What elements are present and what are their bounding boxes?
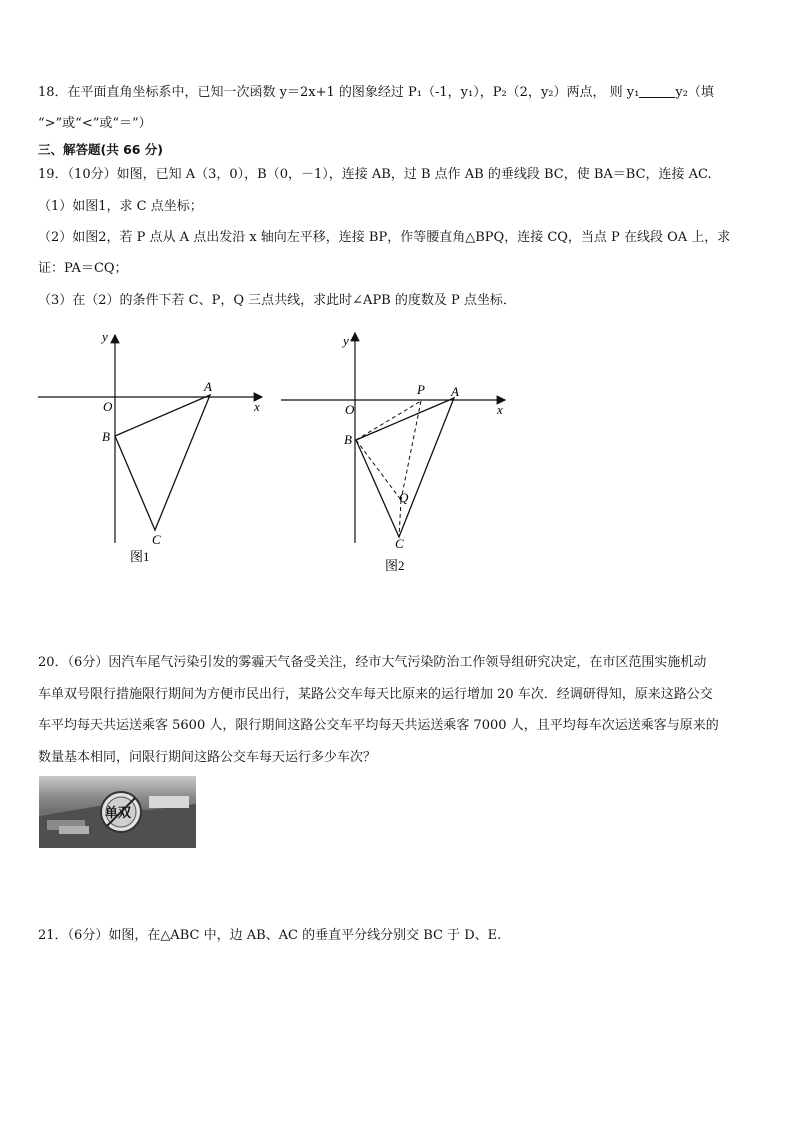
q19-part2-line2: 证：PA＝CQ； (38, 261, 128, 276)
photo-scene (39, 776, 196, 848)
q20-line2: 车单双号限行措施限行期间为方便市民出行，某路公交车每天比原来的运行增加 20 车次．经调研得知，原来这路公交 (38, 687, 713, 702)
triangle-abc (115, 395, 210, 530)
q20-line3: 车平均每天共运送乘客 5600 人，限行期间这路公交车平均每天共运送乘客 7000 人，且平均每车次运送乘客与原来的 (38, 718, 719, 733)
figure-caption: 图2 (385, 558, 405, 573)
figure-1 (30, 325, 280, 575)
label-q: Q (399, 490, 409, 505)
label-y: y (102, 329, 108, 344)
label-o: O (103, 399, 113, 414)
figure-caption: 图1 (130, 549, 150, 564)
q19-part2-line1: （2）如图2，若 P 点从 A 点出发沿 x 轴向左平移，连接 BP，作等腰直角△BPQ，连接 CQ，当点 P 在线段 OA 上，求 (38, 230, 731, 245)
q20-line1: 20．（6分）因汽车尾气污染引发的雾霾天气备受关注，经市大气污染防治工作领导组研究决定，在市区范围实施机动 (38, 655, 707, 670)
traffic-restriction-photo (39, 776, 196, 848)
label-c: C (152, 532, 161, 547)
figure-2 (275, 325, 515, 580)
label-a: A (451, 384, 459, 399)
label-o: O (345, 402, 355, 417)
q20-line4: 数量基本相同，问限行期间这路公交车每天运行多少车次？ (38, 750, 377, 765)
label-a: A (204, 379, 212, 394)
answer-blank[interactable] (639, 85, 675, 98)
label-b: B (102, 429, 110, 444)
section-title: 三、解答题(共 66 分) (38, 142, 164, 157)
label-x: x (497, 402, 503, 417)
q19-stem: 19．（10分）如图，已知 A（3，0），B（0，－1），连接 AB，过 B 点作 AB 的垂线段 BC，使 BA＝BC，连接 AC. (38, 167, 712, 182)
badge-text: 单双 (105, 805, 132, 820)
q19-part1: （1）如图1，求 C 点坐标； (38, 199, 203, 214)
label-b: B (344, 432, 352, 447)
label-p: P (417, 382, 425, 397)
q18-line1: 18．在平面直角坐标系中，已知一次函数 y＝2x+1 的图象经过 P₁（-1，y₁），P₂（2，y₂）两点， 则 y₁ y₂（填 (38, 85, 714, 100)
segment-bp (356, 401, 421, 440)
label-c: C (395, 536, 404, 551)
label-y: y (343, 333, 349, 348)
label-x: x (254, 399, 260, 414)
q18-line2: “>”或“<”或“＝”） (38, 116, 152, 131)
q19-part3: （3）在（2）的条件下若 C、P，Q 三点共线，求此时∠APB 的度数及 P 点坐标． (38, 293, 516, 308)
triangle-abc (356, 398, 454, 537)
q21-line1: 21．（6分）如图，在△ABC 中，边 AB、AC 的垂直平分线分别交 BC 于 D、E. (38, 928, 502, 943)
